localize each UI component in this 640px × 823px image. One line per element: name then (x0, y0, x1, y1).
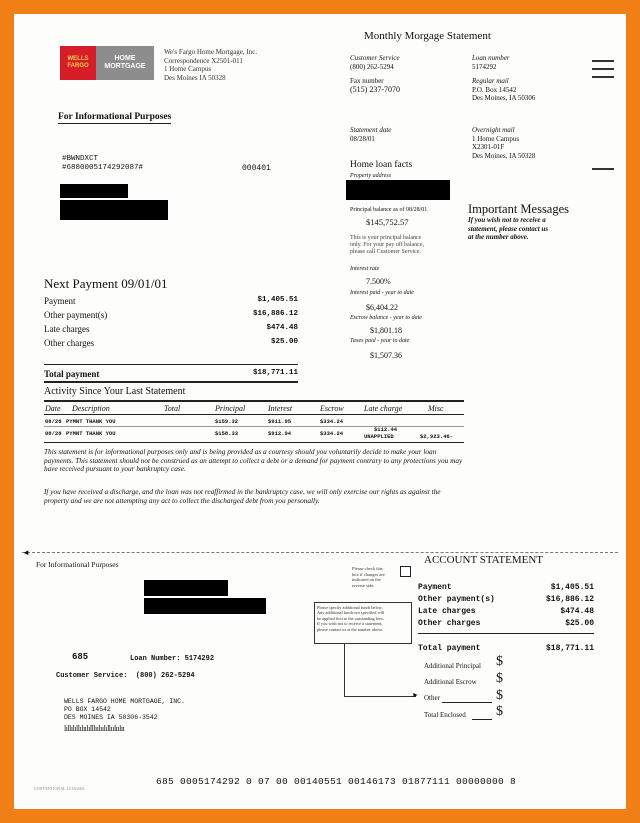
redaction (144, 580, 228, 596)
redaction (144, 598, 266, 614)
other-underline (442, 702, 492, 703)
logo-left: WELLS FARGO (60, 46, 96, 80)
divider (44, 414, 464, 415)
coupon-code: 685 (72, 652, 89, 662)
coupon-heading: For Informational Purposes (36, 560, 119, 569)
statement-page: Monthly Morgage Statement WELLS FARGO HOME MORTGAGE We's Fargo Home Mortgage, Inc. Correspondence X2501-011 1 Home Campus Des Moines IA 50328 Customer Service (800) 262-5294 Fax number (515) 237-7070 Loan number 5174292 Regular mail P.O. Box 14542 Des Moines, IA 50306 Statement date 08/28/01 Overnight mail 1 Home Campus X2301-01F Des Moines, IA 50328 For Informational Purposes #BWNDXCT #6880005174292087# 000401 Home loan facts Property address Principal balance as of 08/28/01 $145,752.57 This is your principal balance only. For your pay off balance, please call Customer Service. Interest rate 7.500% Interest paid - year to date $6,404.22 Escrow balance - year to date $1,801.18 Taxes paid - year to date $1,507.36 Important Messages If you wish not to receive a statement, please contact us at the number above. Next Payment 09/01/01 Payment $1,405.51 Other payment(s) $16,886.12 Late charges $474.48 Other charges $25.00 Total payment $18,771.11 Activity Since Your Last Statement Date Description Total Principal Interest Escrow Late charge Misc 08/28 PYMNT THANK YOU $159.32 $911.95 $334.24 08/28 PYMNT THANK YOU $158.33 $912.94 $334.24 $112.44 UNAPPLIED $2,923.46- This statement is for informational purposes only and is being provided as a courtesy should you voluntarily decide to make your loan payments. This statement should not be construed as an attempt to collect a debt or a demand for payment contrary to any protections you may have received pursuant to your bankruptcy case. If you have received a discharge, and the loan was not reaffirmed in the bankruptcy case, we will only exercise our rights as against the property and we are not attempting any act to collect the discharged debt from you personally. ◄ For Informational Purposes Please check this box if changes are indicated on the reverse side. Please specify additional funds below. Any additional funds not specified will be applied first to the outstanding fees. If you wish not to receive a statement, please contact us at the number above. ► 685 Loan Number: 5174292 Customer Service: (800) 262-5294 WELLS FARGO HOME MORTGAGE, INC. PO BOX 14542 DES MOINES IA 50306-3542 lıllılıllılıılılllıılıılıllıılıılıı ACCOUNT STATEMENT Payment $1,405.51 Other payment(s) $16,886.12 Late charges $474.48 Other charges $25.00 Total payment $18,771.11 Additional Principal $ Additional Escrow $ Other $ Total Enclosed $ CONVENTIONAL 12/18/2001 685 0005174292 0 07 00 00140551 00146173 01877111 00000000 8 (14, 14, 626, 809)
loan-number-block: Loan number 5174292 Regular mail P.O. Box 14542 Des Moines, IA 50306 (472, 54, 536, 102)
overnight-mail-block: Overnight mail 1 Home Campus X2301-01F Des Moines, IA 50328 (472, 126, 536, 160)
divider (44, 381, 298, 383)
footer-small-print: CONVENTIONAL 12/18/2001 (34, 786, 85, 791)
notice-box: Please specify additional funds below. Any additional funds not specified will be applied first to the outstanding fees. If you wish not to receive a statement, please contact us at the number above. (314, 602, 412, 644)
arrow-icon: ◄ (22, 548, 30, 557)
interest-paid-value: $6,404.22 (366, 303, 398, 312)
additional-escrow-label: Additional Escrow (424, 678, 477, 686)
statement-title: Monthly Morgage Statement (364, 30, 491, 42)
property-address-label: Property address (350, 173, 392, 179)
important-messages-body: If you wish not to receive a statement, please contact us at the number above. (468, 216, 549, 241)
principal-label: Principal balance as of 08/28/01 (350, 207, 428, 213)
company-address: We's Fargo Home Mortgage, Inc. Correspondence X2501-011 1 Home Campus Des Moines IA 50328 (164, 48, 258, 82)
margin-mark (592, 60, 614, 62)
coupon-loan-number: Loan Number: 5174292 (130, 655, 215, 663)
disclaimer-2: If you have received a discharge, and the loan was not reaffirmed in the bankruptcy case, we will only exercise our rights as against the property and we are not attempting any act to collect the discharged debt from you personally. (44, 487, 441, 505)
principal-value: $145,752.57 (366, 217, 409, 227)
redaction (60, 200, 168, 220)
activity-title: Activity Since Your Last Statement (44, 386, 186, 397)
connector-line (344, 644, 345, 696)
escrow-label: Escrow balance - year to date (350, 315, 422, 321)
divider (44, 364, 298, 365)
additional-escrow-input[interactable]: $ (496, 671, 503, 686)
checkbox-note: Please check this box if changes are indicated on the reverse side. (352, 566, 385, 588)
postal-barcode: lıllılıllılıılılllıılıılıllıılıılıı (64, 724, 125, 733)
informational-heading: For Informational Purposes (58, 112, 172, 122)
taxes-value: $1,507.36 (370, 351, 402, 360)
account-codes: #BWNDXCT #6880005174292087# (62, 155, 144, 172)
account-row: Payment $1,405.51 (418, 583, 594, 592)
micr-line: 685 0005174292 0 07 00 00140551 00146173 01877111 00000000 8 (156, 776, 517, 787)
divider (418, 633, 594, 634)
address-change-checkbox[interactable] (400, 566, 411, 577)
total-payment-row: Total payment $18,771.11 (44, 369, 298, 379)
total-enclosed-input[interactable]: $ (496, 704, 503, 719)
logo-right: HOME MORTGAGE (96, 46, 154, 80)
interest-paid-label: Interest paid - year to date (350, 290, 414, 296)
next-payment-title: Next Payment 09/01/01 (44, 276, 168, 291)
divider (44, 400, 464, 402)
additional-principal-label: Additional Principal (424, 662, 481, 670)
important-messages-title: Important Messages (468, 202, 570, 216)
coupon-remit-address: WELLS FARGO HOME MORTGAGE, INC. PO BOX 14542 DES MOINES IA 50306-3542 (64, 698, 185, 721)
interest-rate-value: 7.500% (366, 277, 391, 286)
account-row: Other charges $25.00 (418, 619, 594, 628)
arrow-right-icon: ► (412, 691, 419, 699)
account-row: Other payment(s) $16,886.12 (418, 595, 594, 604)
customer-service-block: Customer Service (800) 262-5294 Fax number (515) 237-7070 (350, 54, 400, 94)
margin-mark (592, 76, 614, 78)
other-label: Other (424, 694, 440, 702)
other-input[interactable]: $ (496, 688, 503, 703)
total-enclosed-label: Total Enclosed (424, 711, 466, 719)
redaction (346, 180, 450, 200)
interest-rate-label: Interest rate (350, 266, 380, 272)
principal-note: This is your principal balance only. For your pay off balance, please call Customer Service. (350, 235, 424, 255)
taxes-label: Taxes paid - year to date (350, 338, 410, 344)
account-row: Late charges $474.48 (418, 607, 594, 616)
disclaimer-1: This statement is for informational purposes only and is being provided as a courtesy should you voluntarily decide to make your loan payments. This statement should not be construed as an attempt to collect a debt or a demand for payment contrary to any protections you may have received pursuant to your bankruptcy case. (44, 447, 463, 474)
next-payment-row: Other charges $25.00 (44, 338, 298, 348)
next-payment-row: Other payment(s) $16,886.12 (44, 310, 298, 320)
account-statement-title: ACCOUNT STATEMENT (424, 554, 544, 566)
additional-principal-input[interactable]: $ (496, 654, 503, 669)
escrow-value: $1,801.18 (370, 326, 402, 335)
margin-mark (592, 168, 614, 170)
home-loan-title: Home loan facts (350, 160, 413, 170)
coupon-customer-service: Customer Service: (800) 262-5294 (56, 672, 195, 680)
next-payment-row: Late charges $474.48 (44, 324, 298, 334)
next-payment-row: Payment $1,405.51 (44, 296, 298, 306)
wells-fargo-logo (60, 46, 154, 80)
total-underline (472, 719, 492, 720)
redaction (60, 184, 128, 198)
divider (44, 442, 464, 443)
statement-date-block: Statement date 08/28/01 (350, 126, 392, 143)
connector-line (344, 696, 416, 697)
margin-mark (592, 68, 614, 70)
account-total-row: Total payment $18,771.11 (418, 644, 594, 653)
account-code-number: 000401 (242, 164, 271, 173)
divider (44, 426, 464, 427)
tear-line (22, 552, 618, 553)
